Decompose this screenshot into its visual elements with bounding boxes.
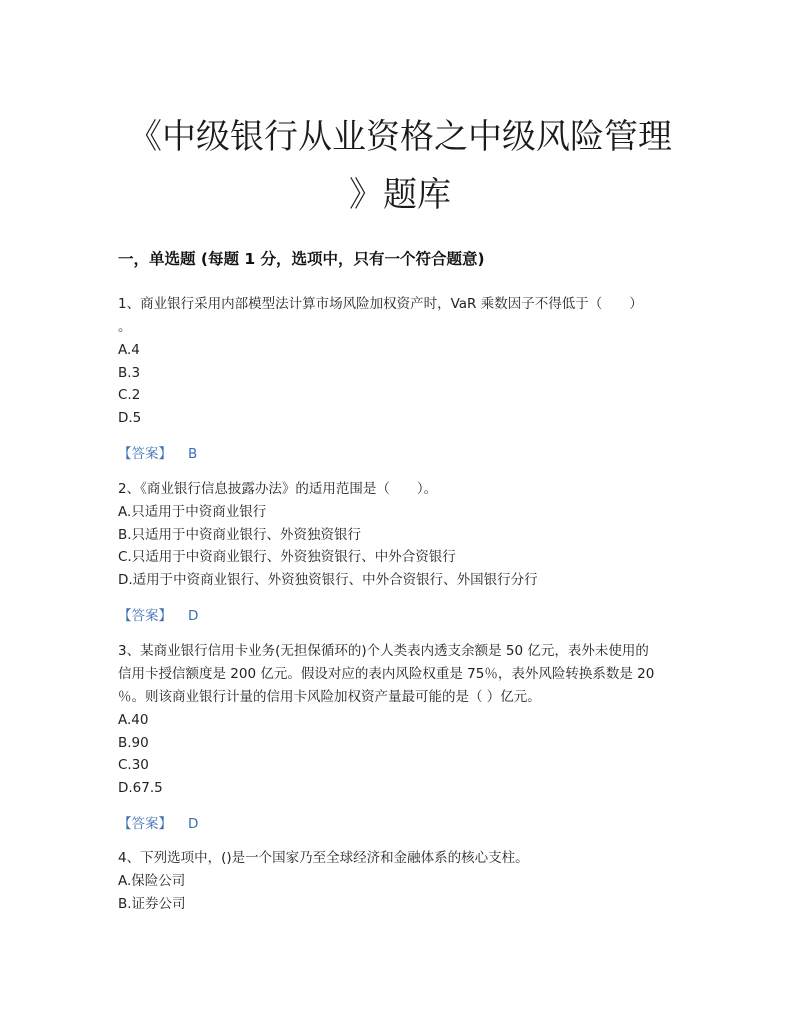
answer-line xyxy=(118,443,688,465)
answer-label: 【答案】 xyxy=(118,446,172,462)
answer-label: 【答案】 xyxy=(118,816,172,832)
option-b: B.只适用于中资商业银行、外资独资银行 xyxy=(118,526,362,543)
question-stem: 4、下列选项中，()是一个国家乃至全球经济和金融体系的核心支柱。 xyxy=(118,850,529,866)
option-b: B.3 xyxy=(118,364,141,381)
page-title xyxy=(100,108,700,224)
title-line-2: 》题库 xyxy=(349,175,451,215)
answer-line xyxy=(118,813,688,835)
question-1 xyxy=(118,293,688,465)
option-c: C.只适用于中资商业银行、外资独资银行、中外合资银行 xyxy=(118,549,456,565)
option-a: A.4 xyxy=(118,342,140,358)
title-line-1: 《中级银行从业资格之中级风险管理 xyxy=(128,117,672,157)
option-b: B.证券公司 xyxy=(118,895,186,912)
question-stem: 2、《商业银行信息披露办法》的适用范围是（ ）。 xyxy=(118,481,438,497)
answer-line xyxy=(118,605,688,627)
option-c: C.30 xyxy=(118,757,149,773)
question-4 xyxy=(118,847,688,915)
question-stem: 。 xyxy=(118,319,132,335)
question-2 xyxy=(118,478,688,627)
option-d: D.67.5 xyxy=(118,779,163,796)
option-a: A.只适用于中资商业银行 xyxy=(118,504,267,520)
answer-value: B xyxy=(188,446,198,462)
question-stem: 1、商业银行采用内部模型法计算市场风险加权资产时，VaR 乘数因子不得低于（ ） xyxy=(118,296,643,312)
answer-value: D xyxy=(188,608,199,624)
question-stem: 信用卡授信额度是 200 亿元。假设对应的表内风险权重是 75％，表外风险转换系数是 20 xyxy=(118,666,655,682)
question-3 xyxy=(118,640,688,835)
option-b: B.90 xyxy=(118,734,149,751)
option-d: D.适用于中资商业银行、外资独资银行、中外合资银行、外国银行分行 xyxy=(118,571,538,588)
answer-label: 【答案】 xyxy=(118,608,172,624)
option-a: A.保险公司 xyxy=(118,873,186,889)
option-d: D.5 xyxy=(118,409,142,426)
answer-value: D xyxy=(188,816,199,832)
option-c: C.2 xyxy=(118,387,141,403)
question-stem: 3、某商业银行信用卡业务(无担保循环的)个人类表内透支余额是 50 亿元，表外未使用的 xyxy=(118,643,649,659)
question-stem: ％。则该商业银行计量的信用卡风险加权资产量最可能的是（ ）亿元。 xyxy=(118,689,541,705)
option-a: A.40 xyxy=(118,712,149,728)
section-heading: 一，单选题 (每题 1 分，选项中，只有一个符合题意) xyxy=(118,250,485,268)
